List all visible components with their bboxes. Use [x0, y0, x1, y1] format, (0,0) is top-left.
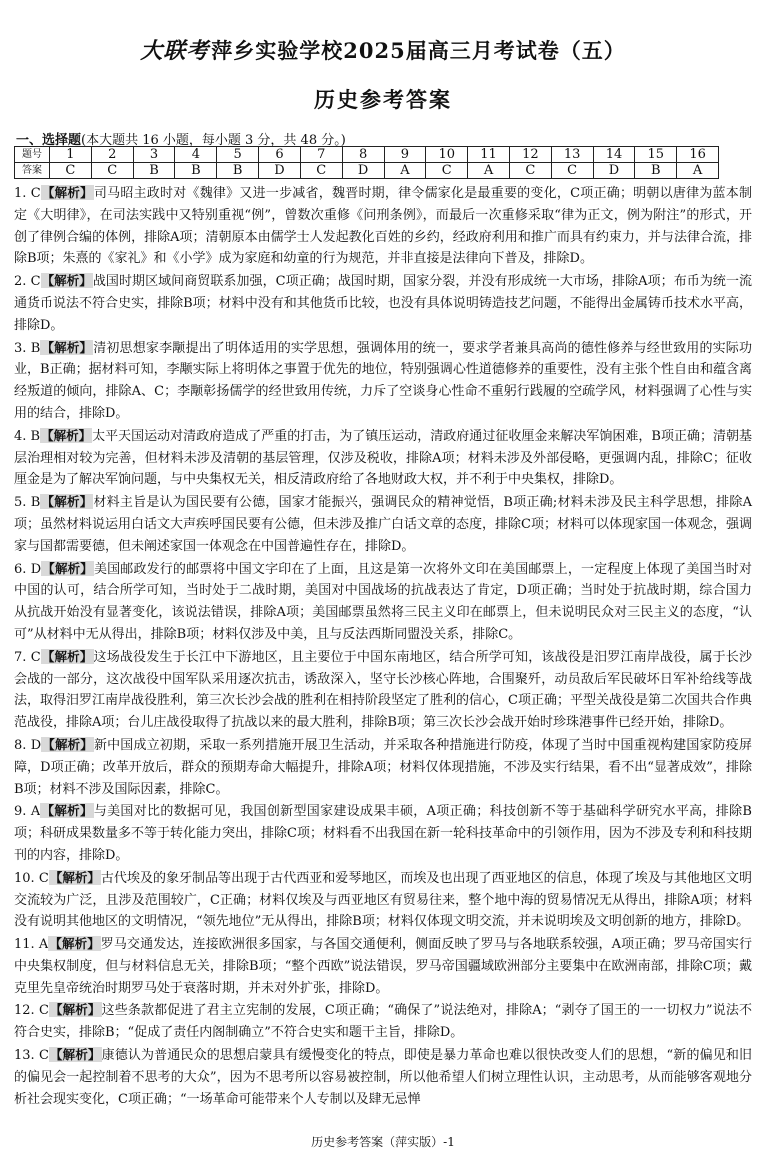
question-number-cell: 14	[593, 147, 635, 163]
analysis-text: 康德认为普通民众的思想启蒙具有缓慢变化的特点，即使是暴力革命也难以很快改变人们的思想，“新的偏见和旧的偏见会一起控制着不思考的大众”，因为不思考所以容易被控制，所以他希望人们树立理性认识，主动思考，从而能够客观地分析社会现实变化，C项正确；“一场革命可能带来个人专制以及肆无忌惮	[14, 1048, 752, 1107]
question-number-cell: 13	[551, 147, 593, 163]
answer-cell: C	[300, 163, 342, 179]
question-number-cell: 2	[91, 147, 133, 163]
page-subtitle: 历史参考答案	[314, 87, 452, 112]
question-number-cell: 7	[300, 147, 342, 163]
analysis-text: 这场战役发生于长江中下游地区，且主要位于中国东南地区，结合所学可知，该战役是汨罗江南岸战役，属于长沙会战的一部分，这次战役中国军队采用逐次抗击，诱敌深入，坚守长沙核心阵地，合围聚歼，动员敌后军民破坏日军补给线等战法，取得汨罗江南岸战役胜利，第三次长沙会战的胜利在相持阶段坚定了胜利的信心，C项正确；平型关战役是第二次国共合作典范战役，排除A项；台儿庄战役取得了抗战以来的最大胜利，排除B项；第三次长沙会战开始时珍珠港事件已经开始，排除D。	[14, 649, 752, 731]
explanation-item	[14, 646, 752, 734]
question-number-cell: 8	[342, 147, 384, 163]
analysis-text: 与美国对比的数据可见，我国创新型国家建设成果丰硕，A项正确；科技创新不等于基础科学研究水平高，排除B项；科研成果数量多不等于转化能力突出，排除C项；材料看不出我国在新一轮科技革命中的引领作用，因为不涉及专利和科技期刊的内容，排除D。	[14, 804, 752, 863]
section-title: 一、选择题	[16, 133, 82, 148]
analysis-tag: 【解析】	[41, 273, 92, 289]
answer-cell: B	[635, 163, 677, 179]
analysis-text: 清初思想家李颙提出了明体适用的实学思想，强调体用的统一，要求学者兼具高尚的德性修养与经世致用的实际功业，B正确；据材料可知，李颙实际上将明体之事置于优先的地位，特别强调心性道德修养的重要性，没有主张个性自由和蕴含离经叛道的倾向，排除A、C；李颙彰扬儒学的经世致用传统，力斥了空谈身心性命不重躬行践履的空疏学风，材料强调了心性与实用的结合，排除D。	[14, 340, 752, 421]
question-number-cell: 15	[635, 147, 677, 163]
answer-cell: D	[342, 163, 384, 179]
question-number-cell: 11	[468, 147, 510, 163]
answer-cell: A	[677, 163, 719, 179]
analysis-text: 古代埃及的象牙制品等出现于古代西亚和爱琴地区，而埃及也出现了西亚地区的信息，体现了埃及与其他地区文明交流较为广泛，且涉及范围较广，C正确；材料仅埃及与西亚地区有贸易往来，整个地中海的贸易情况无从得出，排除A项；材料没有说明其他地区的文明情况，“领先地位”无从得出，排除B项；材料仅体现文明交流，并未说明埃及文明创新的地方，排除D。	[14, 870, 752, 930]
explanation-item	[14, 425, 752, 491]
explanation-item	[14, 182, 752, 270]
answer-cell: C	[50, 163, 92, 179]
explanation-item	[14, 491, 752, 557]
analysis-tag: 【解析】	[49, 1047, 101, 1063]
analysis-tag: 【解析】	[41, 803, 93, 819]
question-answer-lead: 1. C	[14, 186, 41, 201]
analysis-tag: 【解析】	[41, 185, 93, 200]
explanation-item	[14, 933, 752, 999]
question-answer-lead: 11. A	[14, 937, 49, 953]
analysis-text: 新中国成立初期，采取一系列措施开展卫生活动，并采取各种措施进行防疫，体现了当时中国重视构建国家防疫屏障，D项正确；改革开放后，群众的预期寿命大幅提升，排除A项；材料仅体现措施，不涉及实行结果，看不出“显著成效”，排除B项；材料不涉及国际因素，排除C。	[14, 737, 752, 797]
analysis-tag: 【解析】	[49, 869, 100, 885]
explanation-item	[14, 270, 752, 336]
answer-cell: C	[426, 163, 468, 179]
answer-table-number-row	[15, 147, 719, 163]
analysis-tag: 【解析】	[49, 936, 100, 952]
analysis-text: 这些条款都促进了君主立宪制的发展，C项正确；“确保了”说法绝对，排除A；“剥夺了国王的一一切权力”说法不符合史实，排除B；“促成了责任内阁制确立”不符合史实和题干主旨，排除D。	[14, 1003, 752, 1041]
page-footer: 历史参考答案（萍实版）-1	[311, 1135, 455, 1149]
answer-cell: B	[217, 163, 259, 179]
question-number-cell: 6	[259, 147, 301, 163]
analysis-tag: 【解析】	[41, 648, 93, 664]
row-label-number: 题号	[15, 147, 50, 163]
answer-table-answer-row	[15, 163, 719, 179]
answer-cell: C	[551, 163, 593, 179]
explanation-item	[14, 734, 752, 800]
answer-cell: A	[384, 163, 426, 179]
analysis-tag: 【解析】	[41, 427, 92, 443]
explanation-item	[14, 867, 752, 933]
question-answer-lead: 8. D	[14, 737, 42, 753]
row-label-answer: 答案	[15, 163, 50, 179]
explanation-list	[14, 182, 752, 1110]
question-answer-lead: 4. B	[14, 428, 41, 444]
question-number-cell: 3	[133, 147, 175, 163]
explanation-item	[14, 999, 752, 1044]
question-answer-lead: 9. A	[14, 804, 41, 820]
analysis-text: 战国时期区域间商贸联系加强，C项正确；战国时期，国家分裂，并没有形成统一大市场，排除A项；布币为统一流通货币说法不符合史实，排除B项；材料中没有和其他货币比较，也没有具体说明铸造技艺问题，不能得出金属铸币技术水平高，排除D。	[14, 274, 752, 333]
question-answer-lead: 12. C	[14, 1003, 49, 1019]
answer-cell: D	[593, 163, 635, 179]
question-answer-lead: 6. D	[14, 561, 42, 577]
answer-cell: B	[175, 163, 217, 179]
analysis-tag: 【解析】	[42, 736, 93, 752]
question-number-cell: 4	[175, 147, 217, 163]
answer-cell: B	[133, 163, 175, 179]
answer-table	[14, 146, 719, 179]
section-note: (本大题共 16 小题，每小题 3 分，共 48 分。)	[81, 133, 346, 148]
question-number-cell: 12	[509, 147, 551, 163]
question-number-cell: 1	[50, 147, 92, 163]
analysis-tag: 【解析】	[42, 560, 93, 576]
brand-logo-text: 大联考	[140, 38, 210, 64]
analysis-tag: 【解析】	[41, 339, 93, 355]
explanation-item	[14, 558, 752, 646]
question-number-cell: 9	[384, 147, 426, 163]
answer-cell: A	[468, 163, 510, 179]
explanation-item	[14, 800, 752, 866]
exam-title	[14, 34, 752, 65]
answer-cell: C	[91, 163, 133, 179]
analysis-text: 太平天国运动对清政府造成了严重的打击，为了镇压运动，清政府通过征收厘金来解决军饷困难，B项正确；清朝基层治理相对较为完善，但材料未涉及清朝的基层管理，仅涉及税收，排除A项；材料未涉及外部侵略，更强调内乱，排除C；征收厘金是为了解决军饷问题，与中央集权无关，相反清政府给了各地财政大权，并不利于中央集权，排除D。	[14, 428, 752, 488]
question-answer-lead: 2. C	[14, 274, 41, 290]
question-answer-lead: 5. B	[14, 495, 41, 511]
question-answer-lead: 7. C	[14, 649, 41, 665]
question-number-cell: 10	[426, 147, 468, 163]
analysis-text: 材料主旨是认为国民要有公德，国家才能振兴，强调民众的精神觉悟，B项正确;材料未涉及民主科学思想，排除A项；虽然材料说运用白话文大声疾呼国民要有公德，但未涉及推广白话文章的态度，排除C项；材料可以体现家国一体观念，强调家与国都需要德，但未阐述家国一体观念在中国普遍性存在，排除D。	[14, 495, 752, 554]
explanation-item	[14, 1044, 752, 1110]
question-answer-lead: 10. C	[14, 870, 49, 886]
analysis-text: 罗马交通发达，连接欧洲很多国家，与各国交通便利，侧面反映了罗马与各地联系较强，A项正确；罗马帝国实行中央集权制度，但与材料信息无关，排除B项；“整个西欧”说法错误，罗马帝国疆域欧洲部分主要集中在欧洲南部，排除C项；戴克里先皇帝统治时期罗马处于衰落时期，并未对外扩张，排除D。	[14, 937, 752, 996]
analysis-text: 司马昭主政时对《魏律》又进一步减省，魏晋时期，律令儒家化是最重要的变化，C项正确；明朝以唐律为蓝本制定《大明律》，在司法实践中又特别重视“例”，曾数次重修《问刑条例》，而最后一次重修采取“律为正文，例为附注”的形式，开创了律例合编的体例，排除A项；清朝原本由儒学士人发起教化百姓的乡约，经政府利用和推广而具有约束力，并与法律合流，排除B项；朱熹的《家礼》和《小学》成为家庭和幼童的行为规范，并非直接是法律向下普及，排除D。	[14, 186, 753, 267]
analysis-tag: 【解析】	[41, 494, 93, 510]
question-answer-lead: 13. C	[14, 1048, 49, 1064]
exam-title-text: 萍乡实验学校2025届高三月考试卷（五）	[211, 38, 626, 63]
explanation-item	[14, 337, 752, 425]
analysis-tag: 【解析】	[49, 1002, 101, 1018]
answer-cell: D	[259, 163, 301, 179]
question-number-cell: 5	[217, 147, 259, 163]
question-answer-lead: 3. B	[14, 340, 41, 356]
analysis-text: 美国邮政发行的邮票将中国文字印在了上面，且这是第一次将外文印在美国邮票上，一定程度上体现了美国当时对中国的认可，结合所学可知，当时处于二战时期，美国对中国战场的抗战表达了肯定，D项正确；当时处于抗战时期，综合国力从抗战开始没有显著变化，该说法错误，排除A项；美国邮票虽然将三民主义印在邮票上，但未说明民众对三民主义的态度，“认可”从材料中无从得出，排除B项；材料仅涉及中美，且与反法西斯同盟没关系，排除C。	[14, 561, 752, 642]
answer-cell: C	[509, 163, 551, 179]
question-number-cell: 16	[677, 147, 719, 163]
